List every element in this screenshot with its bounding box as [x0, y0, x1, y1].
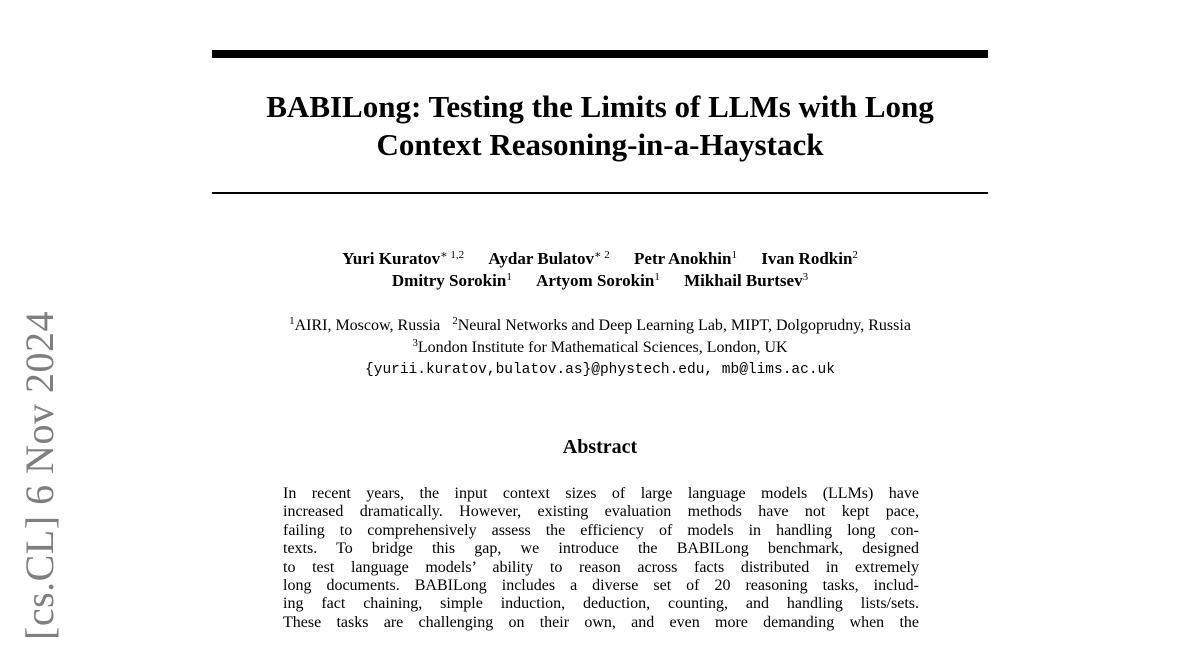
author: Aydar Bulatov$^{∗ 2}$ — [488, 249, 610, 268]
abstract-line: In recent years, the input context sizes of large language models (LLMs) have — [283, 485, 919, 502]
affiliation-line-2: $^3$London Institute for Mathematical Sciences, London, UK — [412, 337, 788, 356]
abstract-line: increased dramatically. However, existing evaluation methods have not kept pace, — [283, 503, 919, 521]
author: Yuri Kuratov$^{∗ 1,2}$ — [342, 249, 465, 268]
abstract-line: failing to comprehensively assess the efficiency of models in handling long con- — [283, 521, 919, 539]
author-list — [212, 248, 988, 292]
affiliation-line-1: $^1$AIRI, Moscow, Russia $^2$Neural Networks and Deep Learning Lab, MIPT, Dolgoprudny, Russia — [289, 315, 911, 334]
title-line-2: Context Reasoning-in-a-Haystack — [376, 127, 824, 162]
author-line-1 — [212, 248, 988, 270]
author: Artyom Sorokin$^1$ — [536, 271, 660, 290]
author: Dmitry Sorokin$^1$ — [391, 271, 512, 290]
title-top-rule — [212, 50, 988, 58]
author: Ivan Rodkin$^2$ — [761, 249, 858, 268]
author-emails: {yurii.kuratov,bulatov.as}@phystech.edu, mb@lims.ac.uk — [365, 362, 835, 378]
abstract-body — [283, 485, 919, 632]
paper-title — [212, 88, 988, 164]
affiliation-airi: AIRI, Moscow, Russia — [294, 317, 441, 334]
abstract-line: long documents. BABILong includes a diverse set of 20 reasoning tasks, includ- — [283, 577, 919, 595]
arxiv-identifier-stamp — [12, 300, 92, 648]
title-line-1: BABILong: Testing the Limits of LLMs with Long — [266, 89, 934, 124]
author-line-2 — [212, 270, 988, 292]
arxiv-stamp-text: [cs.CL] 6 Nov 2024 — [17, 311, 62, 640]
abstract-line: ing fact chaining, simple induction, deduction, counting, and handling lists/sets. — [283, 595, 919, 613]
affiliation-mipt: Neural Networks and Deep Learning Lab, MIPT, Dolgoprudny, Russia — [457, 317, 911, 334]
affiliations — [200, 315, 1000, 381]
affiliation-lims: London Institute for Mathematical Sciences, London, UK — [417, 339, 788, 356]
abstract-line: to test language models’ ability to reason across facts distributed in extremely — [283, 558, 919, 576]
abstract-heading: Abstract — [562, 436, 638, 458]
abstract-line: texts. To bridge this gap, we introduce the BABILong benchmark, designed — [283, 540, 919, 558]
author: Mikhail Burtsev$^3$ — [684, 271, 809, 290]
title-bottom-rule — [212, 192, 988, 194]
abstract-line: These tasks are challenging on their own, and even more demanding when the — [283, 613, 919, 631]
author: Petr Anokhin$^1$ — [634, 249, 737, 268]
